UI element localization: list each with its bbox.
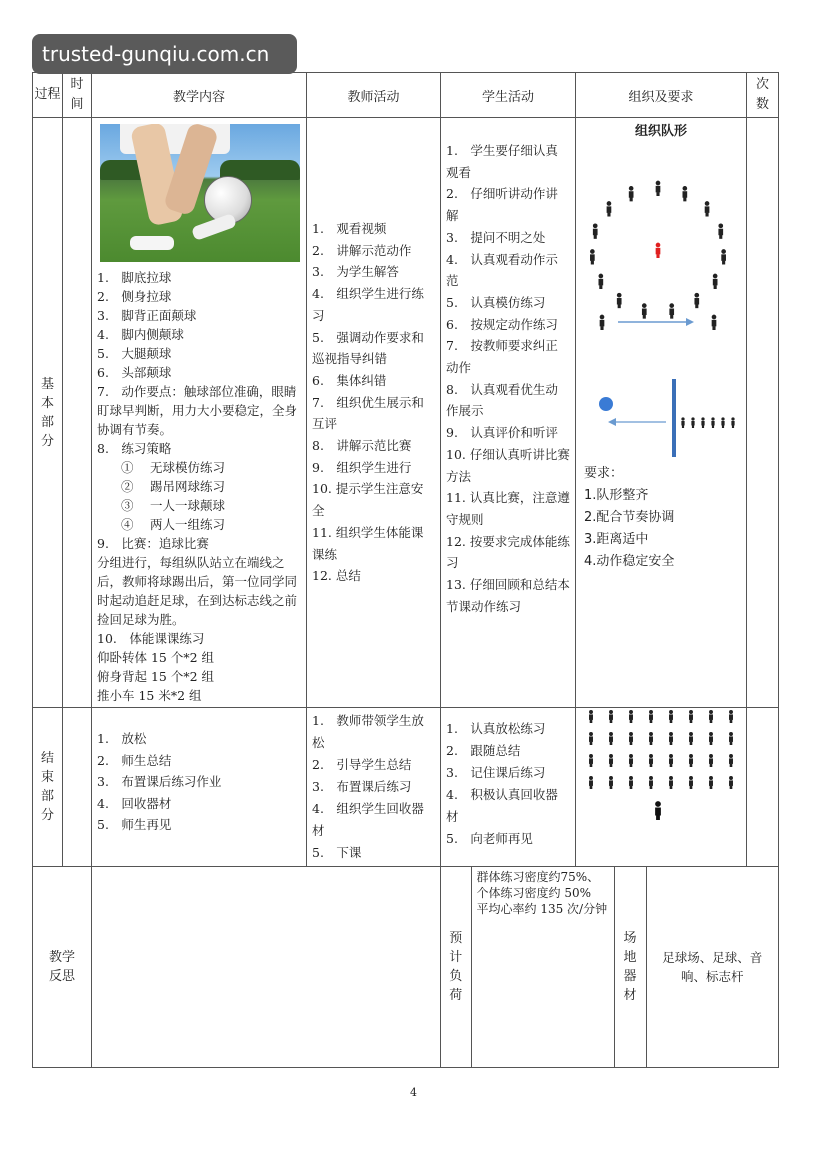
student-figure-icon bbox=[649, 732, 653, 745]
reflection-row bbox=[33, 867, 779, 1068]
ending-student-list bbox=[446, 718, 570, 850]
student-figure-icon bbox=[629, 186, 634, 201]
ending-time-cell bbox=[63, 708, 92, 867]
load-label-cell bbox=[441, 867, 471, 1067]
header-org: 组织及要求 bbox=[576, 73, 747, 118]
student-figure-icon bbox=[683, 186, 688, 201]
student-figure-icon bbox=[669, 776, 673, 789]
header-time-text: 时间 bbox=[70, 77, 84, 112]
content-item: 10. 体能课课练习 bbox=[97, 631, 205, 646]
student-figure-icon bbox=[689, 776, 693, 789]
student-figure-icon bbox=[609, 776, 613, 789]
requirement-item: 1.队形整齐 bbox=[584, 488, 649, 503]
load-label: 预计负荷 bbox=[449, 931, 463, 1003]
student-item: 13. 仔细回顾和总结本节课动作练习 bbox=[446, 577, 570, 614]
student-figure-icon bbox=[701, 417, 704, 428]
ending-teacher-cell bbox=[307, 708, 441, 867]
ending-student-cell bbox=[441, 708, 576, 867]
ending-content-list bbox=[97, 728, 301, 836]
load-venue-table bbox=[441, 867, 778, 1067]
content-item: 8. 练习策略 bbox=[97, 441, 172, 456]
basic-content-cell bbox=[92, 118, 307, 708]
ending-row bbox=[33, 708, 779, 867]
ending-label-cell bbox=[33, 708, 63, 867]
student-figure-icon bbox=[629, 710, 633, 723]
basic-teacher-cell bbox=[307, 118, 441, 708]
basic-label: 基本部分 bbox=[41, 376, 55, 449]
student-figure-icon bbox=[642, 303, 647, 318]
teacher-item: 9. 组织学生进行 bbox=[312, 459, 412, 475]
student-figure-icon bbox=[694, 293, 699, 308]
student-figure-icon bbox=[691, 417, 694, 428]
student-figure-icon bbox=[589, 732, 593, 745]
student-item: 2. 仔细听讲动作讲解 bbox=[446, 186, 558, 224]
teacher-item: 8. 讲解示范比赛 bbox=[312, 438, 412, 454]
student-figure-icon bbox=[589, 754, 593, 767]
ending-teacher-item: 5. 下课 bbox=[312, 845, 362, 860]
basic-row bbox=[33, 118, 779, 708]
student-figure-icon bbox=[655, 801, 661, 820]
ending-count-cell bbox=[747, 708, 779, 867]
lesson-plan-table bbox=[32, 72, 779, 1068]
teacher-item: 5. 强调动作要求和巡视指导纠错 bbox=[312, 329, 424, 367]
ending-label: 结束部分 bbox=[41, 751, 55, 823]
ending-content-item: 1. 放松 bbox=[97, 731, 147, 746]
basic-strategy-list bbox=[97, 458, 301, 534]
student-figure-icon bbox=[609, 754, 613, 767]
page-number: 4 bbox=[410, 1086, 417, 1099]
ending-content-item: 2. 师生总结 bbox=[97, 752, 172, 768]
student-figure-icon bbox=[669, 710, 673, 723]
teacher-item: 4. 组织学生进行练习 bbox=[312, 286, 424, 323]
student-item: 5. 认真模仿练习 bbox=[446, 294, 546, 310]
student-figure-icon bbox=[649, 710, 653, 723]
ending-content-item: 3. 布置课后练习作业 bbox=[97, 774, 222, 789]
student-queue bbox=[681, 417, 734, 428]
ending-teacher-item: 4. 组织学生回收器材 bbox=[312, 801, 424, 838]
venue-label: 场地器材 bbox=[623, 931, 637, 1003]
student-item: 9. 认真评价和听评 bbox=[446, 425, 558, 441]
strategy-item: ④ 两人一组练习 bbox=[121, 517, 225, 532]
watermark: trusted-gunqiu.com.cn bbox=[32, 34, 297, 74]
strategy-item: ① 无球模仿练习 bbox=[121, 460, 225, 475]
student-figure-icon bbox=[718, 224, 723, 239]
ending-teacher-item: 3. 布置课后练习 bbox=[312, 779, 412, 794]
student-figure-icon bbox=[729, 754, 733, 767]
load-text-line: 平均心率约 135 次/分钟 bbox=[476, 902, 608, 916]
teacher-item: 3. 为学生解答 bbox=[312, 264, 399, 280]
ball-marker bbox=[599, 397, 613, 411]
teacher-item: 11. 组织学生体能课课练 bbox=[312, 524, 424, 562]
ending-teacher-item: 2. 引导学生总结 bbox=[312, 757, 412, 772]
ending-student-item: 5. 向老师再见 bbox=[446, 831, 533, 846]
student-figure-icon bbox=[656, 243, 661, 258]
reflection-content-cell bbox=[92, 867, 441, 1068]
partner-drill bbox=[600, 315, 717, 330]
header-student: 学生活动 bbox=[441, 73, 576, 118]
ending-teacher-item: 1. 教师带领学生放松 bbox=[312, 713, 424, 750]
ending-student-item: 4. 积极认真回收器材 bbox=[446, 787, 558, 824]
basic-student-list bbox=[446, 140, 570, 617]
content-item: 7. 动作要点：触球部位准确，眼睛盯球早判断，用力大小要稳定，全身协调有节奏。 bbox=[97, 384, 298, 437]
student-figure-icon bbox=[617, 293, 622, 308]
student-figure-icon bbox=[609, 710, 613, 723]
content-item: 1. 脚底拉球 bbox=[97, 270, 172, 285]
student-item: 3. 提问不明之处 bbox=[446, 229, 546, 245]
ending-student-item: 3. 记住课后练习 bbox=[446, 765, 546, 780]
student-figure-icon bbox=[729, 776, 733, 789]
requirement-item: 3.距离适中 bbox=[584, 532, 649, 547]
ending-content-item: 4. 回收器材 bbox=[97, 795, 172, 811]
formation-diagram bbox=[576, 139, 746, 459]
student-figure-icon bbox=[689, 754, 693, 767]
load-text-cell bbox=[471, 867, 614, 1067]
student-figure-icon bbox=[689, 710, 693, 723]
student-figure-icon bbox=[709, 732, 713, 745]
reflection-label: 教学反思 bbox=[49, 950, 76, 984]
student-figure-icon bbox=[721, 417, 724, 428]
strategy-item: ③ 一人一球颠球 bbox=[121, 498, 225, 513]
ending-student-item: 2. 跟随总结 bbox=[446, 743, 521, 758]
teacher-item: 7. 组织优生展示和互评 bbox=[312, 394, 424, 432]
student-figure-icon bbox=[681, 417, 684, 428]
circle-formation bbox=[590, 181, 726, 319]
header-time bbox=[63, 73, 92, 118]
student-figure-icon bbox=[712, 315, 717, 330]
requirement-item: 4.动作稳定安全 bbox=[584, 554, 675, 569]
student-figure-icon bbox=[649, 776, 653, 789]
student-item: 10. 仔细认真听讲比赛方法 bbox=[446, 446, 570, 484]
student-figure-icon bbox=[731, 417, 734, 428]
student-figure-icon bbox=[589, 710, 593, 723]
teacher-item: 2. 讲解示范动作 bbox=[312, 242, 412, 258]
basic-org-cell bbox=[576, 118, 747, 708]
teacher-item: 1. 观看视频 bbox=[312, 221, 387, 236]
ending-teacher-list bbox=[312, 710, 435, 864]
header-count-text: 次数 bbox=[756, 77, 770, 112]
student-figure-icon bbox=[705, 201, 710, 216]
student-figure-icon bbox=[607, 201, 612, 216]
student-figure-icon bbox=[589, 776, 593, 789]
student-figure-icon bbox=[709, 710, 713, 723]
student-item: 1. 学生要仔细认真观看 bbox=[446, 143, 558, 180]
content-item: 仰卧转体 15 个*2 组 bbox=[97, 650, 215, 665]
content-item: 5. 大腿颠球 bbox=[97, 346, 172, 361]
student-figure-icon bbox=[669, 754, 673, 767]
ending-org-cell bbox=[576, 708, 747, 867]
reflection-label-cell bbox=[33, 867, 92, 1068]
load-text-line: 群体练习密度约75%、个体练习密度约 50% bbox=[476, 870, 600, 900]
basic-time-cell bbox=[63, 118, 92, 708]
content-item: 4. 脚内侧颠球 bbox=[97, 327, 184, 342]
student-figure-icon bbox=[669, 732, 673, 745]
student-figure-icon bbox=[709, 754, 713, 767]
student-figure-icon bbox=[629, 776, 633, 789]
marker-line bbox=[672, 379, 676, 457]
student-figure-icon bbox=[669, 303, 674, 318]
student-figure-icon bbox=[689, 732, 693, 745]
ending-content-cell bbox=[92, 708, 307, 867]
content-item: 6. 头部颠球 bbox=[97, 365, 172, 380]
student-figure-icon bbox=[629, 754, 633, 767]
basic-student-cell bbox=[441, 118, 576, 708]
student-figure-icon bbox=[656, 181, 661, 196]
formation-title: 组织队形 bbox=[634, 124, 687, 139]
student-item: 8. 认真观看优生动作展示 bbox=[446, 381, 558, 419]
student-figure-icon bbox=[593, 224, 598, 239]
relax-formation bbox=[576, 708, 746, 848]
content-item: 推小车 15 米*2 组 bbox=[97, 688, 202, 703]
student-figure-icon bbox=[600, 315, 605, 330]
football-photo bbox=[100, 124, 300, 262]
requirements-title: 要求： bbox=[584, 466, 624, 481]
venue-label-cell bbox=[614, 867, 646, 1067]
student-figure-icon bbox=[649, 754, 653, 767]
basic-count-cell bbox=[747, 118, 779, 708]
basic-label-cell bbox=[33, 118, 63, 708]
venue-text: 足球场、足球、音响、标志杆 bbox=[662, 950, 763, 984]
student-item: 12. 按要求完成体能练习 bbox=[446, 533, 570, 571]
student-figure-icon bbox=[609, 732, 613, 745]
header-process-text: 过程 bbox=[34, 87, 61, 102]
student-figure-icon bbox=[713, 274, 718, 289]
content-item: 俯身背起 15 个*2 组 bbox=[97, 669, 215, 684]
header-row bbox=[33, 73, 779, 118]
requirements-list bbox=[576, 485, 746, 573]
teacher-item: 12. 总结 bbox=[312, 568, 361, 584]
header-process bbox=[33, 73, 63, 118]
student-item: 11. 认真比赛，注意遵守规则 bbox=[446, 490, 570, 527]
student-figure-icon bbox=[709, 776, 713, 789]
teacher-item: 6. 集体纠错 bbox=[312, 372, 387, 388]
student-figure-icon bbox=[590, 249, 595, 264]
content-item: 9. 比赛：追球比赛 bbox=[97, 536, 209, 551]
student-figure-icon bbox=[729, 710, 733, 723]
student-figure-icon bbox=[721, 249, 726, 264]
header-count bbox=[747, 73, 779, 118]
load-venue-cell bbox=[441, 867, 779, 1068]
basic-content-list bbox=[97, 268, 301, 458]
strategy-item: ② 踢吊网球练习 bbox=[121, 479, 225, 494]
basic-teacher-list bbox=[312, 218, 435, 587]
student-item: 6. 按规定动作练习 bbox=[446, 316, 558, 332]
student-figure-icon bbox=[711, 417, 714, 428]
student-figure-icon bbox=[629, 732, 633, 745]
teacher-item: 10. 提示学生注意安全 bbox=[312, 481, 424, 519]
student-item: 7. 按教师要求纠正动作 bbox=[446, 338, 558, 376]
student-figure-icon bbox=[599, 274, 604, 289]
ending-student-item: 1. 认真放松练习 bbox=[446, 721, 546, 736]
basic-content2-list bbox=[97, 534, 301, 705]
student-figure-icon bbox=[729, 732, 733, 745]
requirement-item: 2.配合节奏协调 bbox=[584, 510, 675, 525]
header-content: 教学内容 bbox=[92, 73, 307, 118]
header-teacher: 教师活动 bbox=[307, 73, 441, 118]
content-item: 3. 脚背正面颠球 bbox=[97, 308, 197, 323]
content-item: 分组进行，每组纵队站立在端线之后，教师将球踢出后，第一位同学同时起动追赶足球，在到达标志线之前捡回足球为胜。 bbox=[97, 555, 298, 627]
student-item: 4. 认真观看动作示范 bbox=[446, 251, 558, 289]
content-item: 2. 侧身拉球 bbox=[97, 289, 172, 304]
load-text bbox=[477, 869, 609, 917]
chase-drill bbox=[599, 379, 735, 457]
ending-content-item: 5. 师生再见 bbox=[97, 817, 172, 832]
